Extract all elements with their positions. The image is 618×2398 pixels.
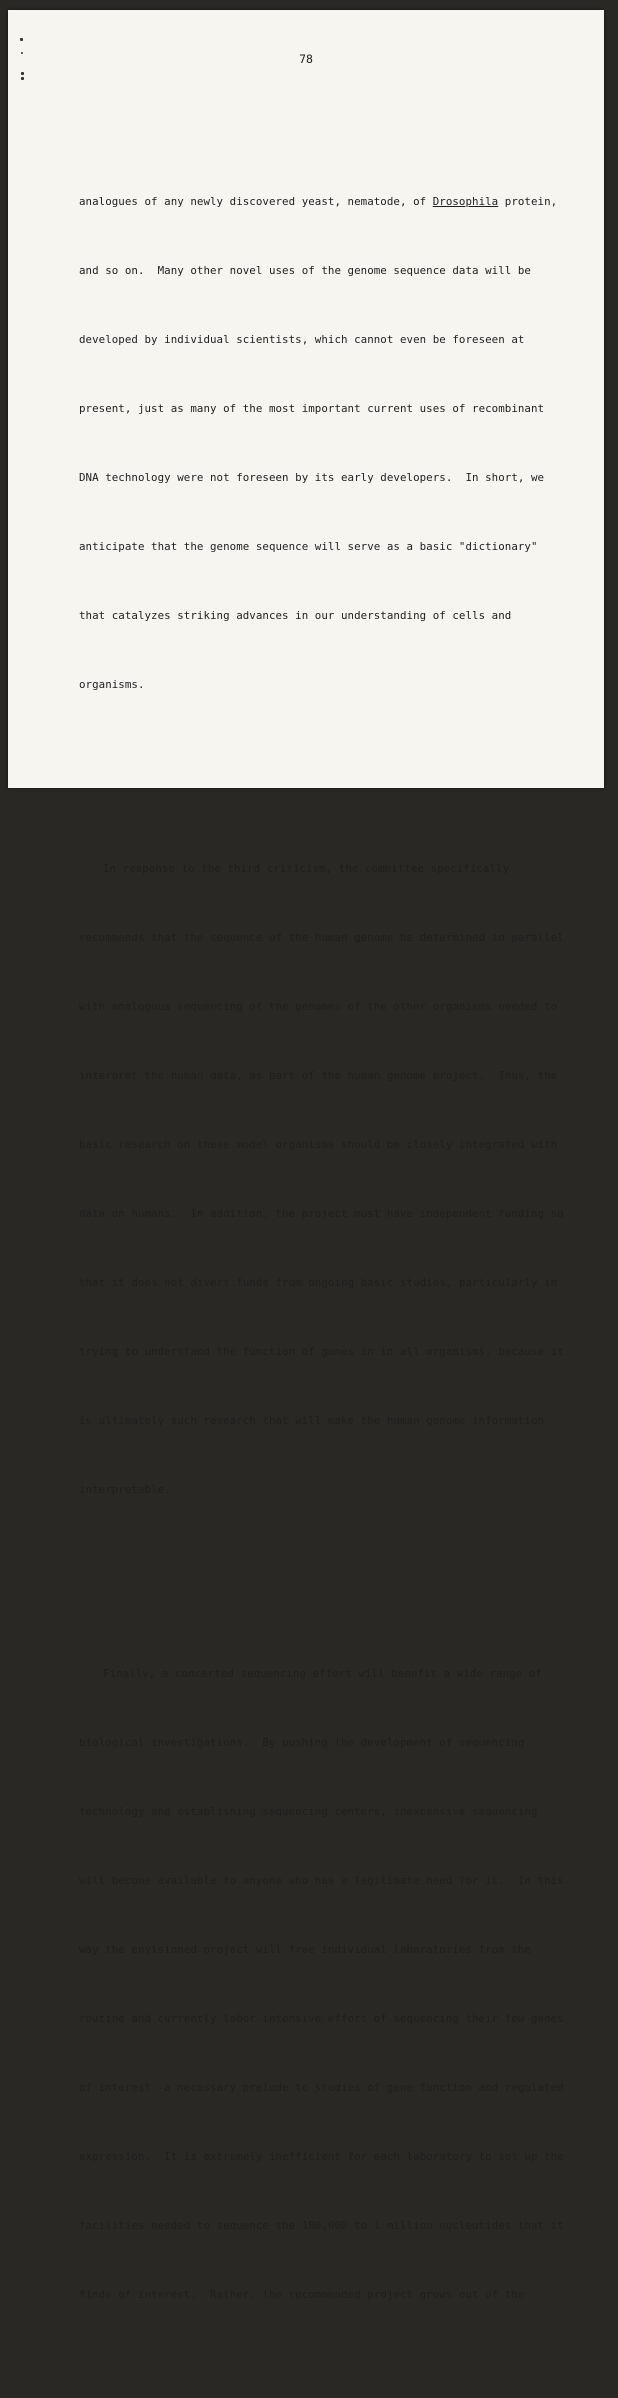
- page-number: 78: [299, 52, 313, 66]
- text-line: DNA technology were not foreseen by its early developers. In short, we: [79, 471, 545, 484]
- text-line: basic research on these model organisms should be closely integrated with: [79, 1138, 558, 1151]
- paragraph-1: [79, 144, 589, 742]
- body-text: [79, 98, 589, 2398]
- text-line: is ultimately such research that will make the human genome information: [79, 1414, 545, 1427]
- text-line: that it does not divert funds from ongoing basic studies, particularly in: [79, 1276, 558, 1289]
- text-line: biological investigations. By pushing the development of sequencing: [79, 1736, 525, 1749]
- paragraph-3: [79, 1616, 589, 2352]
- margin-marks: [18, 38, 28, 98]
- text-run: protein,: [498, 195, 558, 208]
- text-line: way the envisioned project will free individual laboratories from the: [79, 1943, 531, 1956]
- text-line: will become available to anyone who has a legitimate need for it. In this: [79, 1874, 564, 1887]
- text-line: recommends that the sequence of the human genome be determined in parallel: [79, 931, 564, 944]
- text-line: and so on. Many other novel uses of the genome sequence data will be: [79, 264, 531, 277]
- text-line: routine and currently labor-intensive effort of sequencing their few genes: [79, 2012, 564, 2025]
- text-line: Finally, a concerted sequencing effort will benefit a wide range of: [103, 1667, 542, 1680]
- text-line: expression. It is extremely inefficient for each laboratory to set up the: [79, 2150, 564, 2163]
- text-line: that catalyzes striking advances in our understanding of cells and: [79, 609, 512, 622]
- text-line: with analogous sequencing of the genomes of the other organisms needed to: [79, 1000, 558, 1013]
- text-line: interpretable.: [79, 1483, 171, 1496]
- underlined-term: Drosophila: [432, 195, 499, 208]
- margin-mark: [21, 72, 24, 75]
- text-line: present, just as many of the most important current uses of recombinant: [79, 402, 545, 415]
- text-line: In response to the third criticism, the committee specifically: [103, 862, 510, 875]
- paragraph-2: [79, 811, 589, 1547]
- text-line: interpret the human data, as part of the human genome project. Thus, the: [79, 1069, 558, 1082]
- text-line: technology and establishing sequencing centers, inexpensive sequencing: [79, 1805, 538, 1818]
- margin-mark: [21, 77, 24, 80]
- text-line: trying to understand the function of genes in in all organisms, because it: [79, 1345, 564, 1358]
- text-line: developed by individual scientists, which cannot even be foreseen at: [79, 333, 525, 346]
- document-page: [8, 10, 604, 2301]
- text-line: finds of interest. Rather, the recommended project grows out of the: [79, 2288, 525, 2301]
- text-line: [79, 190, 589, 213]
- text-line: facilities needed to sequence the 100,000 to 1 million nucleotides that it: [79, 2219, 564, 2232]
- text-line: organisms.: [79, 678, 145, 691]
- margin-mark: [20, 38, 23, 41]
- text-run: analogues of any newly discovered yeast, nematode, of: [79, 195, 433, 208]
- text-line: of interest--a necessary prelude to studies of gene function and regulated: [79, 2081, 564, 2094]
- text-line: anticipate that the genome sequence will serve as a basic "dictionary": [79, 540, 538, 553]
- text-line: data on humans. In addition, the project must have independent funding so: [79, 1207, 564, 1220]
